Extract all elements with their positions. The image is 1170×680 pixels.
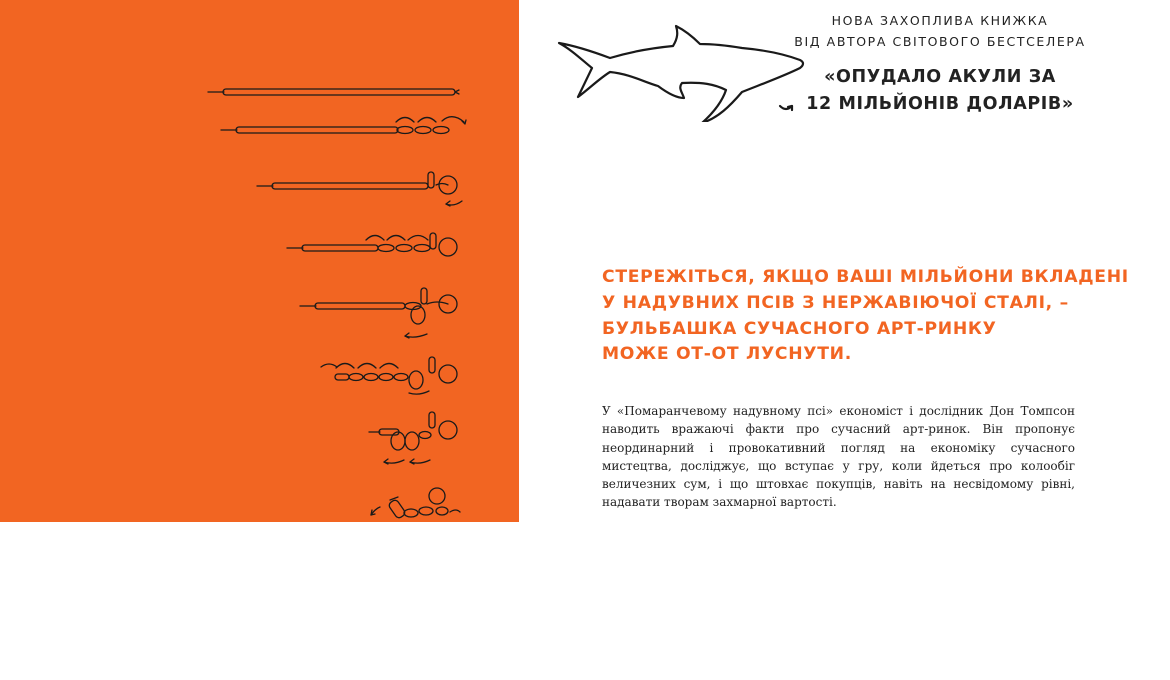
headline	[602, 265, 1129, 368]
promo-line-1: НОВА ЗАХОПЛИВА КНИЖКА	[831, 13, 1049, 28]
headline-line-1: СТЕРЕЖІТЬСЯ, ЯКЩО ВАШІ МІЛЬЙОНИ ВКЛАДЕНІ	[602, 267, 1129, 287]
promo-book-title-line-2: 12 МІЛЬЙОНІВ ДОЛАРІВ»	[806, 94, 1074, 114]
shark-icon	[552, 22, 822, 122]
balloon-twisting-steps-icon	[0, 0, 519, 522]
balloon-illustration-panel	[0, 0, 519, 522]
description-paragraph: У «Помаранчевому надувному псі» економіст і дослідник Дон Томпсон наводить вражаючі факти про сучасний арт-ринок. Він пропонує неординарний і провокативний погляд на економіку сучасного мистецтва, досліджує, що вступає у гру, коли йдеться про колообіг величезних сум, і що штовхає покупців, навіть на несвідомому рівні, надавати творам захмарної вартості.	[602, 404, 1075, 510]
promo-book-title	[790, 64, 1090, 118]
promo-book-title-line-1: «ОПУДАЛО АКУЛИ ЗА	[824, 67, 1056, 87]
promo-line-2: ВІД АВТОРА СВІТОВОГО БЕСТСЕЛЕРА	[794, 34, 1086, 49]
headline-line-4: МОЖЕ ОТ-ОТ ЛУСНУТИ.	[602, 344, 852, 365]
promo-block	[790, 10, 1090, 118]
headline-line-2: У НАДУВНИХ ПСІВ З НЕРЖАВІЮЧОЇ СТАЛІ, –	[602, 292, 1069, 313]
headline-line-3: БУЛЬБАШКА СУЧАСНОГО АРТ-РИНКУ	[602, 318, 997, 339]
